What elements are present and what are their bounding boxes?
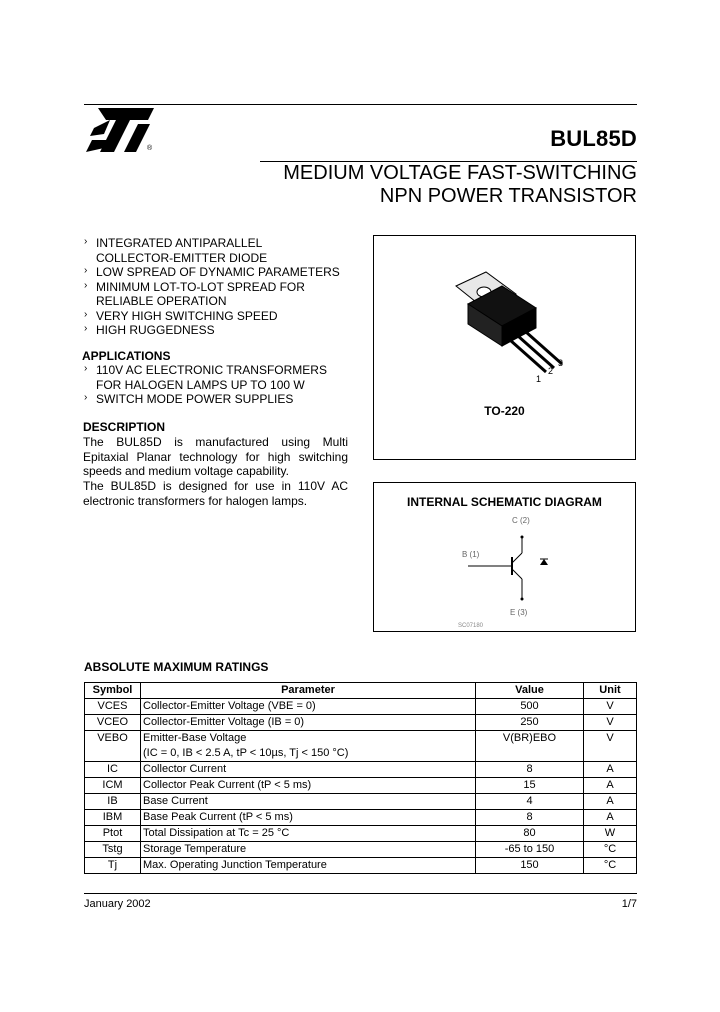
cell-symbol: ICM <box>85 778 141 794</box>
cell-symbol: Tstg <box>85 842 141 858</box>
cell-value: 150 <box>476 858 584 874</box>
cell-parameter: Collector Current <box>141 762 476 778</box>
package-label: TO-220 <box>484 404 525 418</box>
table-row <box>85 715 637 731</box>
cell-parameter: Total Dissipation at Tc = 25 °C <box>141 826 476 842</box>
title-line-1: MEDIUM VOLTAGE FAST-SWITCHING <box>283 162 637 184</box>
cell-value: 8 <box>476 762 584 778</box>
application-item: › 110V AC ELECTRONIC TRANSFORMERS <box>82 363 352 378</box>
application-item-cont: FOR HALOGEN LAMPS UP TO 100 W <box>96 377 305 392</box>
table-row <box>85 731 637 762</box>
part-number: BUL85D <box>550 126 637 151</box>
cell-symbol: Tj <box>85 858 141 874</box>
cell-parameter-line: (IC = 0, IB < 2.5 A, tP < 10µs, Tj < 150 °C) <box>143 747 349 759</box>
page-number: 1/7 <box>621 898 637 910</box>
table-row <box>85 810 637 826</box>
feature-item: › HIGH RUGGEDNESS <box>82 323 352 338</box>
table-row <box>85 794 637 810</box>
table-row <box>85 826 637 842</box>
feature-item: › VERY HIGH SWITCHING SPEED <box>82 309 352 324</box>
ratings-table <box>84 682 637 874</box>
schematic-drawing <box>454 513 564 628</box>
cell-unit: V <box>584 715 637 731</box>
table-row <box>85 762 637 778</box>
features-list <box>82 236 352 407</box>
cell-unit: A <box>584 762 637 778</box>
table-row <box>85 858 637 874</box>
cell-value: 4 <box>476 794 584 810</box>
cell-value: 8 <box>476 810 584 826</box>
feature-item: › LOW SPREAD OF DYNAMIC PARAMETERS <box>82 265 352 280</box>
feature-item: › INTEGRATED ANTIPARALLEL <box>82 236 352 251</box>
column-header: Unit <box>584 683 637 699</box>
footer-date: January 2002 <box>84 898 151 910</box>
cell-symbol: IC <box>85 762 141 778</box>
to220-package-drawing <box>444 264 574 384</box>
description <box>83 420 348 509</box>
feature-item: › MINIMUM LOT-TO-LOT SPREAD FOR <box>82 280 352 295</box>
table-row <box>85 778 637 794</box>
description-heading: DESCRIPTION <box>83 420 166 434</box>
registered-mark: ® <box>147 145 153 152</box>
description-para-1: The BUL85D is manufactured using Multi Epitaxial Planar technology for high switching speeds and medium voltage capability. <box>83 434 348 479</box>
description-para-2: The BUL85D is designed for use in 110V AC electronic transformers for halogen lamps. <box>83 479 348 508</box>
footer-rule <box>84 893 637 894</box>
schematic-code: SC07180 <box>458 623 484 628</box>
cell-parameter-line: Emitter-Base Voltage <box>143 732 247 744</box>
ratings-heading: ABSOLUTE MAXIMUM RATINGS <box>84 660 269 674</box>
pin-label: 1 <box>536 374 542 384</box>
title-line-2: NPN POWER TRANSISTOR <box>379 185 637 207</box>
pin-label: 3 <box>558 358 564 368</box>
cell-unit: °C <box>584 842 637 858</box>
table-row <box>85 699 637 715</box>
cell-unit: °C <box>584 858 637 874</box>
cell-symbol: IB <box>85 794 141 810</box>
cell-symbol: VCES <box>85 699 141 715</box>
cell-value: 80 <box>476 826 584 842</box>
header-rule <box>84 104 637 105</box>
cell-unit: V <box>584 699 637 715</box>
cell-parameter: Storage Temperature <box>141 842 476 858</box>
cell-unit: A <box>584 778 637 794</box>
applications-heading: APPLICATIONS <box>82 348 171 363</box>
schematic-figure <box>373 482 636 632</box>
cell-symbol: IBM <box>85 810 141 826</box>
feature-item-cont: RELIABLE OPERATION <box>96 294 227 308</box>
schematic-title: INTERNAL SCHEMATIC DIAGRAM <box>407 495 602 509</box>
application-item: › SWITCH MODE POWER SUPPLIES <box>82 392 352 407</box>
cell-symbol: VCEO <box>85 715 141 731</box>
cell-value: 500 <box>476 699 584 715</box>
cell-symbol: Ptot <box>85 826 141 842</box>
feature-item-cont: COLLECTOR-EMITTER DIODE <box>96 250 268 265</box>
cell-parameter: Base Current <box>141 794 476 810</box>
table-row <box>85 842 637 858</box>
cell-value: 15 <box>476 778 584 794</box>
column-header: Value <box>476 683 584 699</box>
cell-parameter <box>141 731 476 762</box>
cell-parameter: Collector Peak Current (tP < 5 ms) <box>141 778 476 794</box>
cell-unit: A <box>584 810 637 826</box>
cell-value: V(BR)EBO <box>476 731 584 762</box>
package-figure <box>373 235 636 460</box>
cell-unit: W <box>584 826 637 842</box>
cell-value: 250 <box>476 715 584 731</box>
cell-symbol: VEBO <box>85 731 141 762</box>
cell-parameter: Collector-Emitter Voltage (VBE = 0) <box>141 699 476 715</box>
st-logo <box>84 106 156 154</box>
cell-parameter: Max. Operating Junction Temperature <box>141 858 476 874</box>
emitter-label: E (3) <box>510 608 528 617</box>
cell-unit: V <box>584 731 637 762</box>
pin-label: 2 <box>548 366 554 376</box>
base-label: B (1) <box>462 550 480 559</box>
collector-label: C (2) <box>512 516 530 525</box>
column-header: Symbol <box>85 683 141 699</box>
cell-unit: A <box>584 794 637 810</box>
column-header: Parameter <box>141 683 476 699</box>
table-header-row <box>85 683 637 699</box>
cell-parameter: Collector-Emitter Voltage (IB = 0) <box>141 715 476 731</box>
cell-value: -65 to 150 <box>476 842 584 858</box>
cell-parameter: Base Peak Current (tP < 5 ms) <box>141 810 476 826</box>
